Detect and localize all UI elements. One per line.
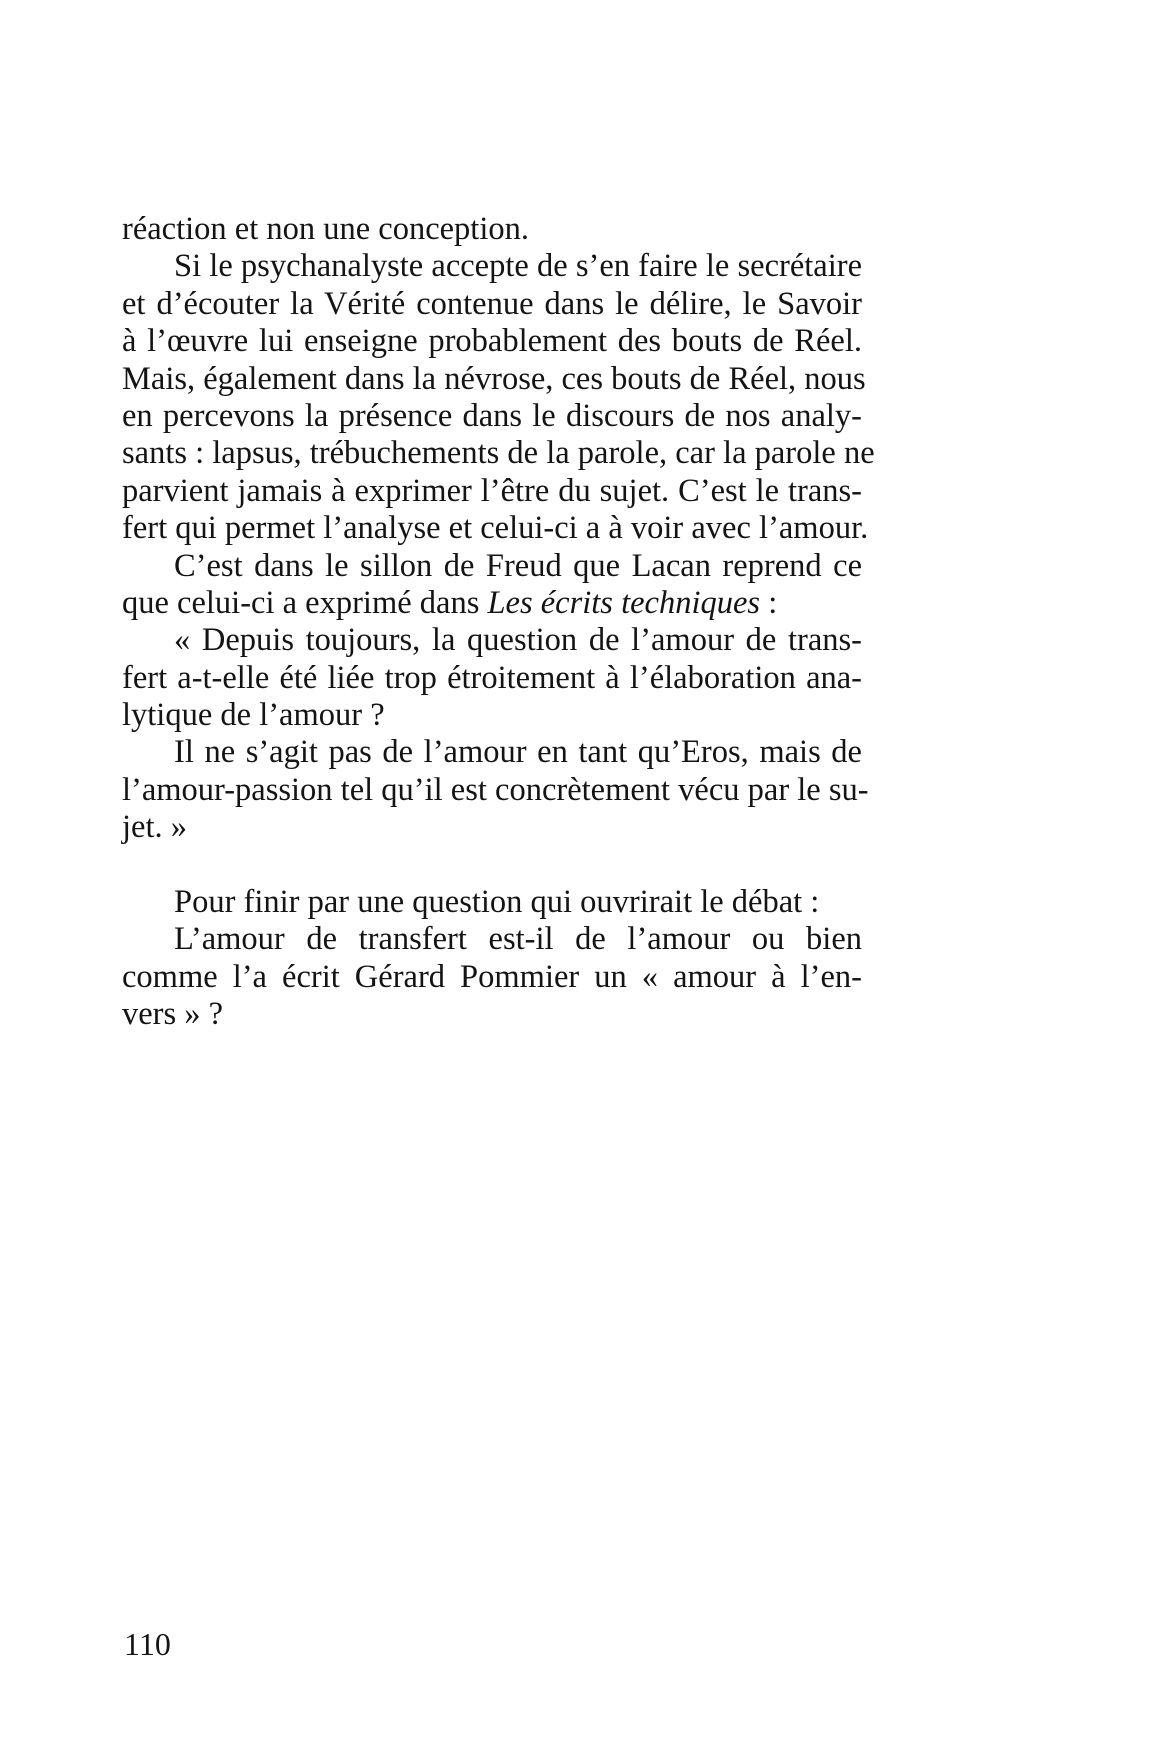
text-line: vers » ? — [122, 996, 224, 1033]
page-number: 110 — [124, 1626, 171, 1662]
text-line: comme l’a écrit Gérard Pommier un « amour à l’en- — [122, 958, 862, 995]
body-text — [122, 211, 875, 1034]
text-line: Mais, également dans la névrose, ces bouts de Réel, nous — [122, 360, 866, 397]
quote-line: jet. » — [122, 809, 187, 846]
quote-line: l’amour-passion tel qu’il est concrètement vécu par le su- — [122, 771, 869, 808]
text-line: L’amour de transfert est-il de l’amour ou bien — [174, 921, 862, 958]
text-line: à l’œuvre lui enseigne probablement des bouts de Réel. — [122, 323, 862, 360]
quote-line: lytique de l’amour ? — [122, 697, 385, 734]
text-line: Si le psychanalyste accepte de s’en faire le secrétaire — [174, 248, 862, 285]
text-line: en percevons la présence dans le discours de nos analy- — [122, 397, 862, 434]
text-line: fert qui permet l’analyse et celui-ci a à voir avec l’amour. — [122, 510, 869, 547]
text-line: réaction et non une conception. — [122, 211, 529, 247]
text-line — [122, 585, 862, 622]
line-text-after: : — [760, 584, 778, 621]
book-title-italic: Les écrits techniques — [487, 584, 761, 621]
line-text: que celui-ci a exprimé dans — [122, 584, 488, 621]
text-line: sants : lapsus, trébuchements de la parole, car la parole ne — [122, 435, 875, 472]
quote-line: « Depuis toujours, la question de l’amour de trans- — [174, 622, 862, 659]
text-line: Pour finir par une question qui ouvrirait le débat : — [174, 884, 820, 921]
text-line: parvient jamais à exprimer l’être du sujet. C’est le trans- — [122, 472, 862, 509]
text-line: C’est dans le sillon de Freud que Lacan reprend ce — [174, 547, 862, 584]
text-line: et d’écouter la Vérité contenue dans le délire, le Savoir — [122, 285, 862, 322]
paragraph-gap — [122, 847, 862, 884]
quote-line: fert a-t-elle été liée trop étroitement à l’élaboration ana- — [122, 659, 862, 696]
quote-line: Il ne s’agit pas de l’amour en tant qu’Eros, mais de — [174, 734, 862, 771]
